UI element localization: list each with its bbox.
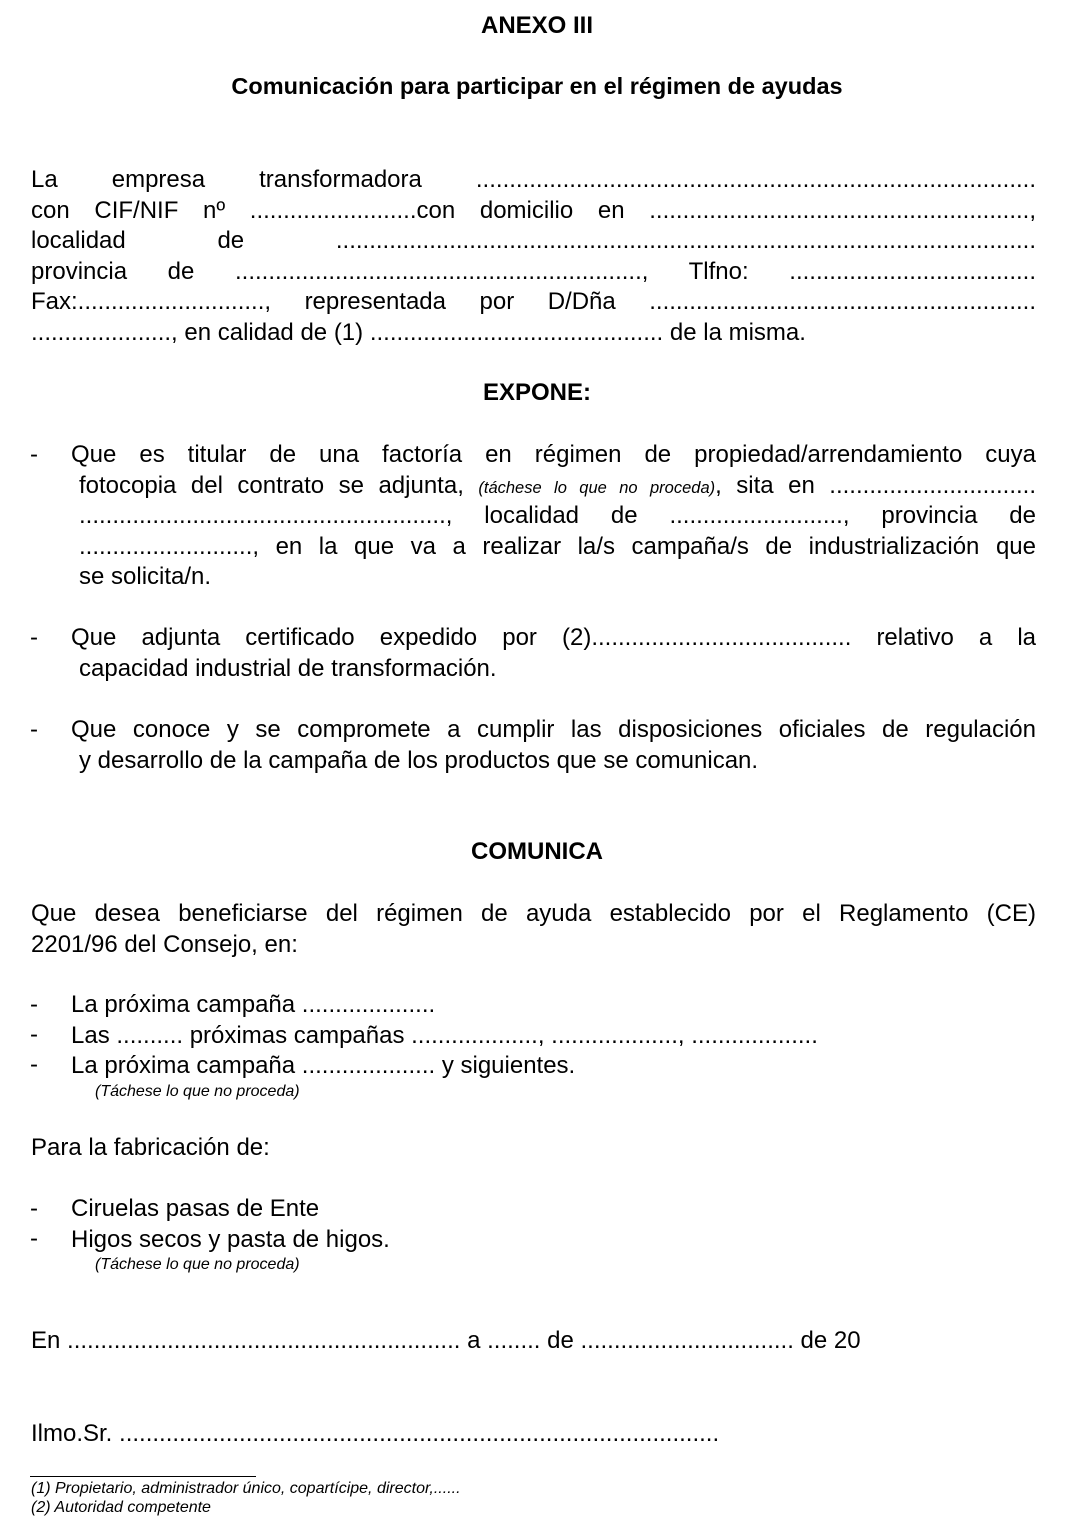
- footnote-divider: [30, 1476, 256, 1477]
- product-prunes: Ciruelas pasas de Ente: [71, 1195, 320, 1222]
- bullet-dash: -: [30, 441, 38, 468]
- expone-item-commitment-line: Que conoce y se compromete a cumplir las disposiciones oficiales de regulación: [71, 716, 1036, 743]
- intro-line-locality: localidad de .........................................................................................................: [31, 227, 1036, 254]
- bullet-dash: -: [30, 1195, 38, 1222]
- comunica-heading: COMUNICA: [471, 838, 603, 865]
- bullet-dash: -: [30, 991, 38, 1018]
- fabrication-heading: Para la fabricación de:: [31, 1134, 270, 1161]
- intro-line-province: provincia de ............................................................., Tlfno: .....................................: [31, 257, 1036, 285]
- expone-item-ownership-continued: [79, 471, 1036, 593]
- addressee-line: Ilmo.Sr. ..........................................................................................: [31, 1420, 720, 1447]
- strike-note-inline: (táchese lo que no proceda): [478, 478, 716, 497]
- expone-item-certificate-line: Que adjunta certificado expedido por (2)....................................... relativo a la: [71, 624, 1036, 651]
- campaign-option-multiple: Las .......... próximas campañas ..................., ..................., ...................: [71, 1021, 818, 1049]
- expone-item-commitment-continued: [79, 746, 1036, 777]
- expone-item-ownership: [71, 440, 1036, 471]
- bullet-dash: -: [30, 1051, 38, 1078]
- bullet-dash: -: [30, 1225, 38, 1252]
- place-date-line: En ........................................................... a ........ de ................................ de 20: [31, 1327, 861, 1354]
- expone-item-certificate-line: capacidad industrial de transformación.: [79, 654, 497, 682]
- expone-item-commitment: [71, 715, 1036, 746]
- bullet-dash: -: [30, 624, 38, 651]
- bullet-dash: -: [30, 1021, 38, 1048]
- intro-line-cif: con CIF/NIF nº .........................con domicilio en .........................................................,: [31, 196, 1036, 224]
- expone-item-ownership-line: .........................., en la que va a realizar la/s campaña/s de industrialización que: [79, 532, 1036, 560]
- expone-item-ownership-line: Que es titular de una factoría en régimen de propiedad/arrendamiento cuya: [71, 441, 1036, 468]
- comunica-line: 2201/96 del Consejo, en:: [31, 930, 298, 958]
- footnote-1: (1) Propietario, administrador único, copartícipe, director,......: [31, 1480, 461, 1497]
- expone-item-certificate: [71, 623, 1036, 654]
- comunica-line: Que desea beneficiarse del régimen de ayuda establecido por el Reglamento (CE): [31, 900, 1036, 927]
- strike-note: (Táchese lo que no proceda): [95, 1256, 300, 1273]
- intro-line-fax: Fax:............................, representada por D/Dña ..........................................................: [31, 288, 1036, 315]
- expone-item-ownership-line: se solicita/n.: [79, 563, 212, 590]
- campaign-option-next: La próxima campaña ....................: [71, 991, 436, 1018]
- intro-line-capacity: ....................., en calidad de (1) ............................................ de la misma.: [31, 318, 806, 346]
- expone-item-ownership-line: fotocopia del contrato se adjunta, (táchese lo que no proceda), sita en ...............................: [79, 471, 1036, 499]
- expone-item-certificate-continued: [79, 654, 1036, 685]
- comunica-paragraph: [31, 899, 1036, 960]
- intro-paragraph: [31, 165, 1036, 348]
- intro-line-company: La empresa transformadora ....................................................................................: [31, 166, 1036, 193]
- footnote-2: (2) Autoridad competente: [31, 1499, 211, 1516]
- expone-item-commitment-line: y desarrollo de la campaña de los productos que se comunican.: [79, 746, 759, 774]
- annex-title: ANEXO III: [480, 12, 594, 39]
- product-figs: Higos secos y pasta de higos.: [71, 1225, 390, 1253]
- expone-heading: EXPONE:: [482, 379, 592, 406]
- campaign-option-following: La próxima campaña .................... y siguientes.: [71, 1052, 576, 1079]
- form-subtitle: Comunicación para participar en el régimen de ayudas: [231, 73, 843, 99]
- bullet-dash: -: [30, 716, 38, 743]
- expone-item-ownership-line: ......................................................., localidad de .........................., provincia de: [79, 502, 1036, 529]
- strike-note: (Táchese lo que no proceda): [95, 1083, 300, 1100]
